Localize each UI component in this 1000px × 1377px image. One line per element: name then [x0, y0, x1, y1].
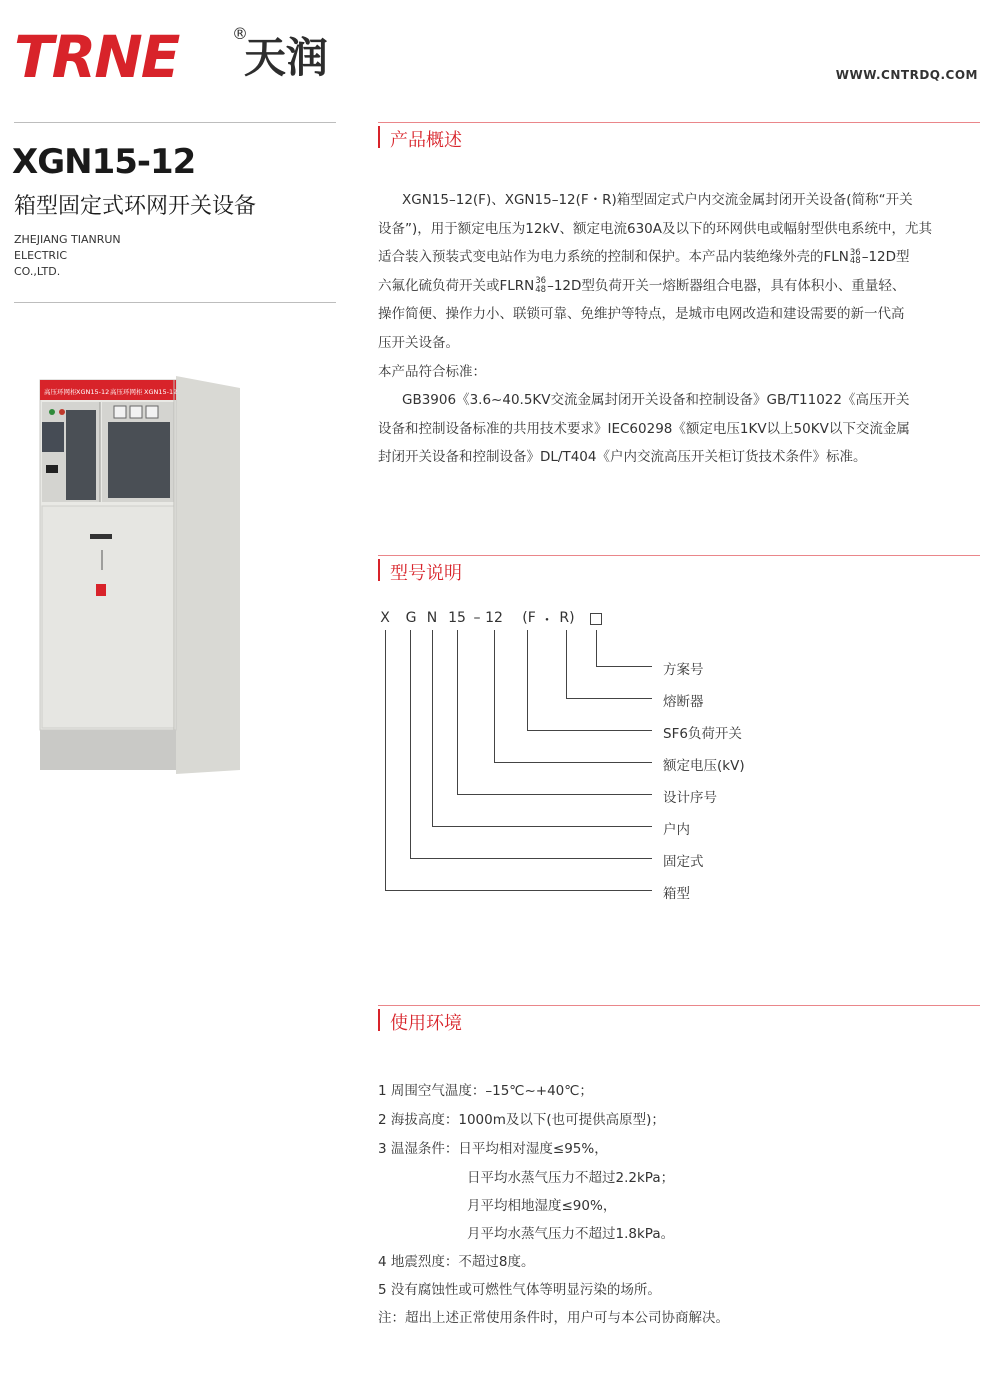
overview-line: 封闭开关设备和控制设备》DL/T404《户内交流高压开关柜订货技术条件》标准。	[378, 449, 867, 466]
connector-line	[527, 630, 528, 730]
connector-line	[457, 794, 652, 795]
logo-latin: TRNE	[14, 23, 179, 91]
connector-line	[385, 630, 386, 890]
section-marker	[378, 126, 380, 148]
connector-line	[494, 630, 495, 762]
connector-line	[566, 630, 567, 698]
connector-line	[457, 630, 458, 794]
model-label: 户内	[663, 822, 690, 838]
cabinet-side	[176, 376, 240, 774]
overview-line: 设备和控制设备标准的共用技术要求》IEC60298《额定电压1KV以上50KV以下交流金属	[378, 420, 910, 437]
indicator-light-icon	[59, 409, 65, 415]
section-marker	[378, 1009, 380, 1031]
overview-text: 适合装入预装式变电站作为电力系统的控制和保护。本产品内装绝缘外壳的FLN	[378, 249, 849, 266]
connector-line	[410, 630, 411, 858]
fraction	[850, 249, 861, 266]
cabinet-lower-door	[42, 506, 174, 728]
overview-text: –12D型	[861, 249, 910, 266]
model-char: 15	[448, 610, 466, 626]
company-line: ZHEJIANG TIANRUN	[14, 233, 121, 246]
connector-line	[596, 630, 597, 666]
product-model: XGN15-12	[12, 142, 196, 182]
section-header-overview	[378, 122, 980, 162]
model-char: N	[426, 610, 438, 626]
model-label: 熔断器	[663, 694, 704, 710]
website-url[interactable]: WWW.CNTRDQ.COM	[835, 68, 978, 82]
env-item: 5 没有腐蚀性或可燃性气体等明显污染的场所。	[378, 1282, 661, 1298]
overview-line	[378, 243, 980, 272]
cabinet-label: 高压环网柜	[110, 388, 143, 396]
env-item: 月平均相地湿度≤90%，	[467, 1198, 617, 1214]
cabinet-lock	[46, 465, 58, 473]
company-line: ELECTRIC	[14, 249, 67, 262]
env-item: 月平均水蒸气压力不超过1.8kPa。	[467, 1226, 675, 1242]
connector-line	[527, 730, 652, 731]
model-char: –	[473, 610, 481, 626]
overview-line: 设备”)，用于额定电压为12kV、额定电流630A及以下的环网供电或幅射型供电系统中，尤其	[378, 220, 932, 237]
switchgear-cabinet-image	[36, 370, 246, 780]
overview-line: 本产品符合标准：	[378, 363, 486, 380]
door-handle	[90, 534, 112, 539]
overview-line: 操作简便、操作力小、联锁可靠、免维护等特点，是城市电网改造和建设需要的新一代高	[378, 306, 905, 323]
model-label: SF6负荷开关	[663, 726, 742, 742]
overview-text: 六氟化硫负荷开关或FLRN	[378, 277, 535, 294]
cabinet-base	[40, 730, 176, 770]
env-item: 1 周围空气温度：–15℃~+40℃；	[378, 1083, 593, 1099]
env-item: 3 温湿条件：日平均相对湿度≤95%，	[378, 1141, 608, 1157]
cabinet-label: XGN15-12	[144, 388, 178, 396]
overview-text: –12D型负荷开关一熔断器组合电器，具有体积小、重量轻、	[547, 277, 906, 294]
company-line: CO.,LTD.	[14, 265, 61, 278]
env-item: 4 地震烈度：不超过8度。	[378, 1254, 535, 1270]
model-char: X	[380, 610, 390, 626]
model-label: 箱型	[663, 886, 690, 902]
model-label: 固定式	[663, 854, 704, 870]
env-item: 日平均水蒸气压力不超过2.2kPa；	[467, 1170, 675, 1186]
section-header-environment	[378, 1005, 980, 1045]
cabinet-label: XGN15-12	[76, 388, 110, 396]
cabinet-mimic	[42, 422, 64, 452]
overview-paragraph	[378, 186, 980, 472]
logo-chinese: 天润	[244, 33, 329, 82]
section-marker	[378, 559, 380, 581]
overview-line: GB3906《3.6~40.5KV交流金属封闭开关设备和控制设备》GB/T11022《高压开关	[402, 392, 910, 409]
company-name	[14, 232, 121, 280]
connector-line	[432, 630, 433, 826]
section-title: 型号说明	[390, 563, 462, 584]
connector-line	[432, 826, 652, 827]
model-char: G	[405, 610, 417, 626]
meter-icon	[114, 406, 126, 418]
divider-bottom	[14, 302, 336, 303]
section-rule	[378, 1005, 980, 1006]
section-title: 产品概述	[390, 130, 462, 151]
model-label: 设计序号	[663, 790, 717, 806]
section-rule	[378, 555, 980, 556]
divider-top	[14, 122, 336, 123]
overview-line: XGN15–12(F)、XGN15–12(F・R)箱型固定式户内交流金属封闭开关设备(简称“开关	[402, 192, 913, 208]
cabinet-window	[108, 422, 170, 498]
env-note: 注：超出上述正常使用条件时，用户可与本公司协商解决。	[378, 1310, 729, 1326]
section-rule	[378, 122, 980, 123]
model-label: 额定电压(kV)	[663, 758, 745, 774]
meter-icon	[130, 406, 142, 418]
connector-line	[566, 698, 652, 699]
model-char: (F	[522, 610, 536, 626]
connector-line	[385, 890, 652, 891]
cabinet-label: 高压环网柜	[44, 388, 77, 396]
model-char: R)	[559, 610, 575, 626]
fraction-bottom: 48	[849, 256, 861, 267]
registered-mark: ®	[232, 24, 248, 43]
meter-icon	[146, 406, 158, 418]
fraction-top: 36	[849, 247, 861, 258]
warning-sign-icon	[96, 584, 106, 596]
connector-line	[410, 858, 652, 859]
model-label: 方案号	[663, 662, 704, 678]
fraction-top: 36	[535, 276, 547, 287]
fraction-bottom: 48	[535, 284, 547, 295]
scheme-box	[590, 613, 602, 625]
overview-line	[378, 272, 980, 301]
indicator-light-icon	[49, 409, 55, 415]
overview-line: 压开关设备。	[378, 334, 459, 351]
product-name: 箱型固定式环网开关设备	[14, 194, 257, 219]
fraction	[535, 277, 546, 294]
env-item: 2 海拔高度：1000m及以下(也可提供高原型)；	[378, 1112, 665, 1128]
model-char: ・	[540, 613, 554, 629]
connector-line	[596, 666, 652, 667]
cabinet-control-panel	[66, 410, 96, 500]
section-header-model	[378, 555, 980, 595]
section-title: 使用环境	[390, 1013, 462, 1034]
connector-line	[494, 762, 652, 763]
model-char: 12	[485, 610, 503, 626]
